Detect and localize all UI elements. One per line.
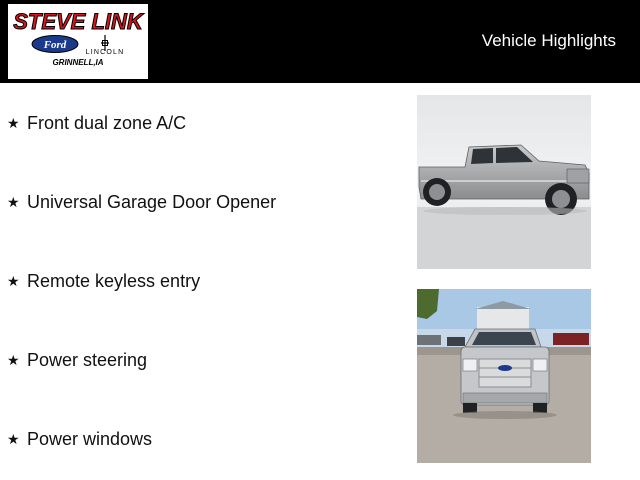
feature-item <box>7 113 186 134</box>
vehicle-photo-side[interactable] <box>417 95 591 269</box>
vehicle-photo-front[interactable] <box>417 289 591 463</box>
feature-label: Power windows <box>27 429 153 449</box>
star-icon: ★ <box>7 115 20 131</box>
dealer-name: STEVE LINK <box>13 9 143 34</box>
truck-front-photo <box>417 289 591 463</box>
feature-label: Remote keyless entry <box>27 271 201 291</box>
header-bar <box>0 0 640 83</box>
page-title: Vehicle Highlights <box>481 31 616 50</box>
dealer-logo[interactable] <box>8 4 148 79</box>
feature-item <box>7 271 200 292</box>
feature-item <box>7 192 276 213</box>
star-icon: ★ <box>7 194 20 210</box>
lincoln-brand-text: LINCOLN <box>85 49 125 56</box>
ford-brand-text: Ford <box>43 39 67 51</box>
star-icon: ★ <box>7 273 20 289</box>
feature-label: Power steering <box>27 350 148 370</box>
dealer-location: GRINNELL,IA <box>52 58 104 67</box>
star-icon: ★ <box>7 352 20 368</box>
truck-side-photo <box>417 95 591 269</box>
feature-label: Front dual zone A/C <box>27 113 187 133</box>
feature-item <box>7 350 147 371</box>
feature-item <box>7 429 152 450</box>
feature-label: Universal Garage Door Opener <box>27 192 277 212</box>
star-icon: ★ <box>7 431 20 447</box>
